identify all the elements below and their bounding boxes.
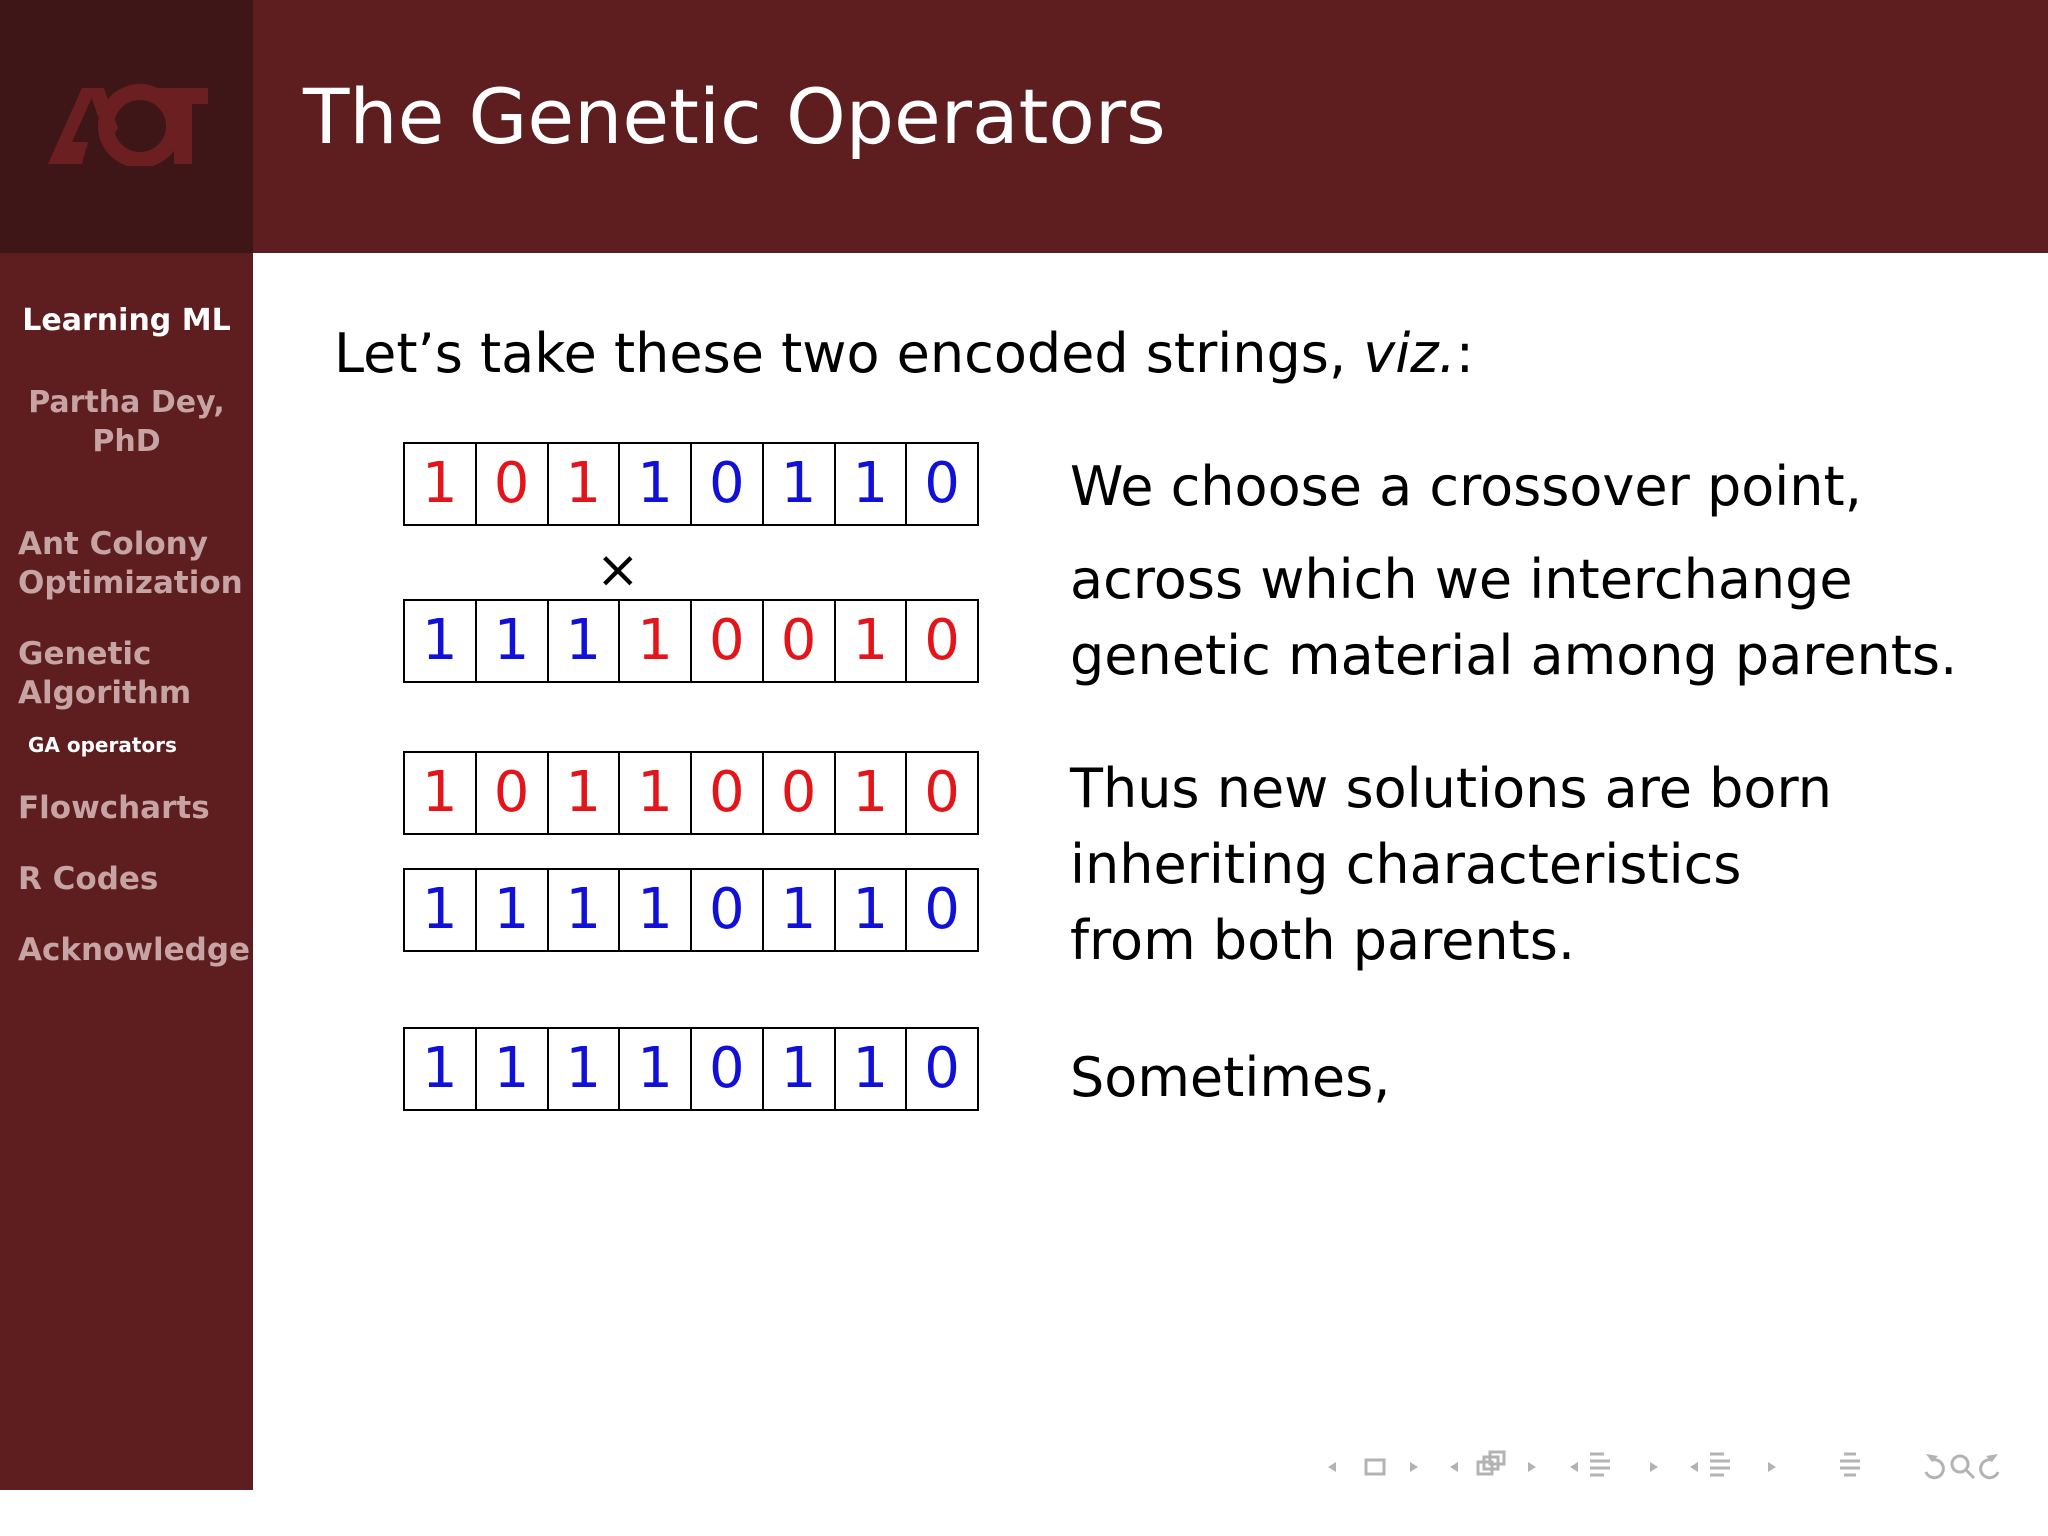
bit-cell: 1 [549,870,621,950]
redo-icon[interactable] [1981,1454,1998,1478]
intro-text [334,322,1474,385]
section-icon[interactable] [1710,1454,1730,1475]
bit-cell: 1 [836,753,908,833]
institute-logo [48,84,208,166]
slides-icon[interactable] [1478,1452,1504,1474]
mutation-string [403,1027,979,1111]
bit-cell: 1 [836,444,908,524]
offspring-text-line-1: Thus new solutions are born [1070,757,1832,820]
bit-cell: 1 [405,444,477,524]
nav-next-icon[interactable] [1650,1462,1658,1472]
bit-cell: 1 [477,1029,549,1109]
bit-cell: 0 [764,601,836,681]
bottom-margin [0,1490,2048,1536]
nav-prev-icon[interactable] [1328,1462,1336,1472]
bit-cell: 0 [692,1029,764,1109]
bit-cell: 1 [405,601,477,681]
bit-cell: 0 [692,870,764,950]
slide-title: The Genetic Operators [303,72,1166,161]
bit-cell: 0 [924,877,960,942]
sidebar-item-label: Optimization [18,565,243,601]
bit-cell: 0 [692,444,764,524]
bit-cell: 0 [764,753,836,833]
sidebar-talk-title[interactable]: Learning ML [22,303,231,338]
crossover-text-line-1: We choose a crossover point, [1070,455,1862,518]
sidebar-item-label: Algorithm [18,675,192,711]
bit-cell: 0 [924,451,960,516]
sidebar [0,253,253,1490]
sidebar-item-label: Ant Colony [18,526,208,562]
bit-cell: 0 [477,753,549,833]
bit-cell: 1 [764,870,836,950]
slide-header [253,0,2048,253]
bit-cell: 1 [549,444,621,524]
logo-panel [0,0,253,253]
bit-cell: 1 [620,753,692,833]
sidebar-item-ant-colony[interactable] [18,525,243,603]
bit-cell: 0 [692,601,764,681]
sidebar-item-genetic-algorithm[interactable] [18,635,191,713]
bit-cell: 1 [620,1029,692,1109]
bit-cell: 1 [836,1029,908,1109]
bit-cell: 1 [549,1029,621,1109]
bit-cell: 0 [924,760,960,825]
subsection-icon[interactable] [1590,1454,1610,1475]
nav-prev-icon[interactable] [1570,1462,1578,1472]
offspring-text-line-3: from both parents. [1070,909,1576,972]
sidebar-item-flowcharts[interactable]: Flowcharts [18,790,210,826]
zoom-icon[interactable] [1952,1456,1974,1478]
bit-cell: 0 [477,444,549,524]
sidebar-item-label: Genetic [18,636,152,672]
bit-cell: 1 [620,601,692,681]
nav-next-icon[interactable] [1768,1462,1776,1472]
bit-cell: 1 [620,870,692,950]
bit-cell: 1 [549,753,621,833]
bit-cell: 0 [692,753,764,833]
undo-icon[interactable] [1926,1454,1943,1478]
intro-viz: viz. [1363,322,1456,385]
crossover-text-line-2: across which we interchange [1070,548,1853,611]
parent-string-1 [403,442,979,526]
bit-cell: 0 [924,1036,960,1101]
sidebar-item-acknowledge[interactable]: Acknowledge [18,932,251,968]
bit-cell: 1 [477,601,549,681]
bit-cell: 1 [764,444,836,524]
align-icon[interactable] [1840,1454,1860,1475]
sidebar-subitem-ga-operators[interactable]: GA operators [28,733,177,757]
bit-cell: 1 [836,601,908,681]
bit-cell: 1 [405,753,477,833]
sometimes-text: Sometimes, [1070,1046,1391,1109]
offspring-string-2 [403,868,979,952]
sidebar-author[interactable] [0,383,253,461]
nav-next-icon[interactable] [1410,1462,1418,1472]
author-degree: PhD [92,424,161,459]
intro-main: Let’s take these two encoded strings, [334,322,1347,385]
crossover-text-line-3: genetic material among parents. [1070,624,1958,687]
bit-cell: 1 [620,444,692,524]
parent-string-2 [403,599,979,683]
bit-cell: 1 [405,870,477,950]
intro-colon: : [1455,322,1474,385]
bit-cell: 1 [764,1029,836,1109]
bit-cell: 1 [836,870,908,950]
crossover-symbol: × [596,540,640,600]
bit-cell: 0 [924,608,960,673]
nav-prev-icon[interactable] [1450,1462,1458,1472]
beamer-navigation-bar [1320,1442,2030,1482]
nav-prev-icon[interactable] [1690,1462,1698,1472]
offspring-text-line-2: inheriting characteristics [1070,833,1742,896]
bit-cell: 1 [549,601,621,681]
nav-next-icon[interactable] [1528,1462,1536,1472]
bit-cell: 1 [405,1029,477,1109]
offspring-string-1 [403,751,979,835]
sidebar-item-r-codes[interactable]: R Codes [18,861,159,897]
author-name: Partha Dey, [28,385,225,420]
bit-cell: 1 [477,870,549,950]
frame-icon[interactable] [1366,1460,1384,1474]
